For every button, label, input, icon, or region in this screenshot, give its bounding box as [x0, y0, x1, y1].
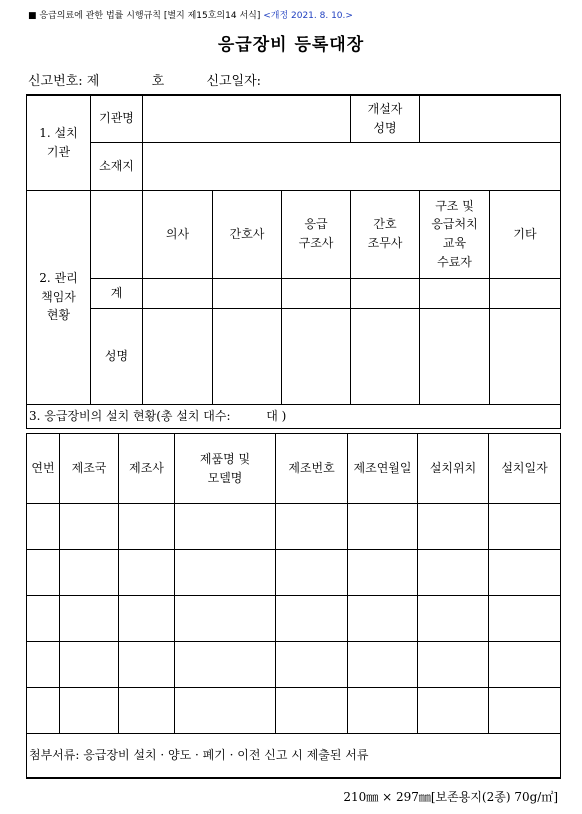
cell[interactable]	[276, 504, 348, 550]
count-nurse[interactable]	[213, 278, 282, 308]
cell[interactable]	[276, 688, 348, 734]
org-name-label: 기관명	[91, 95, 143, 142]
cell[interactable]	[27, 688, 60, 734]
count-doctor[interactable]	[143, 278, 213, 308]
section3-unit: 대 )	[266, 408, 287, 423]
col-doctor: 의사	[143, 190, 213, 278]
col-emt: 응급 구조사	[282, 190, 351, 278]
report-number-suffix: 호	[151, 74, 165, 89]
cell[interactable]	[418, 504, 489, 550]
cell[interactable]	[276, 550, 348, 596]
count-label: 계	[91, 278, 143, 308]
blank-corner	[91, 190, 143, 278]
table-row	[27, 596, 561, 642]
revision-date: <개정 2021. 8. 10.>	[263, 11, 353, 21]
law-ref-text: ■ 응급의료에 관한 법률 시행규칙 [별지 제15호의14 서식]	[28, 11, 261, 21]
cell[interactable]	[276, 642, 348, 688]
name-other[interactable]	[490, 308, 561, 404]
section3-label: 3. 응급장비의 설치 현황(총 설치 대수:	[29, 408, 231, 423]
cell[interactable]	[119, 504, 175, 550]
registry-table-top	[26, 94, 561, 429]
cell[interactable]	[175, 642, 276, 688]
law-reference	[28, 8, 353, 21]
col-country: 제조국	[60, 434, 119, 504]
cell[interactable]	[60, 596, 119, 642]
cell[interactable]	[175, 504, 276, 550]
cell[interactable]	[119, 550, 175, 596]
founder-name-field[interactable]	[420, 95, 561, 142]
cell[interactable]	[119, 642, 175, 688]
section3-heading	[27, 404, 561, 428]
col-install-date: 설치일자	[489, 434, 561, 504]
founder-name-label: 개설자 성명	[351, 95, 420, 142]
name-emt[interactable]	[282, 308, 351, 404]
cell[interactable]	[60, 642, 119, 688]
equipment-table	[26, 433, 561, 779]
cell[interactable]	[27, 550, 60, 596]
page-title: 응급장비 등록대장	[217, 35, 365, 55]
table-row	[27, 550, 561, 596]
table-row	[27, 642, 561, 688]
col-mfg-date: 제조연월일	[348, 434, 418, 504]
name-first-aid[interactable]	[420, 308, 490, 404]
address-field[interactable]	[143, 142, 561, 190]
cell[interactable]	[489, 504, 561, 550]
cell[interactable]	[418, 688, 489, 734]
count-nurse-aide[interactable]	[351, 278, 420, 308]
count-other[interactable]	[490, 278, 561, 308]
cell[interactable]	[60, 550, 119, 596]
cell[interactable]	[175, 550, 276, 596]
cell[interactable]	[60, 688, 119, 734]
name-nurse-aide[interactable]	[351, 308, 420, 404]
cell[interactable]	[418, 596, 489, 642]
name-nurse[interactable]	[213, 308, 282, 404]
name-doctor[interactable]	[143, 308, 213, 404]
paper-spec: 210㎜ × 297㎜[보존용지(2종) 70g/㎡]	[343, 790, 558, 804]
section2-label: 2. 관리 책임자 현황	[27, 190, 91, 404]
col-serial: 제조번호	[276, 434, 348, 504]
cell[interactable]	[175, 596, 276, 642]
org-name-field[interactable]	[143, 95, 351, 142]
report-info	[28, 70, 261, 89]
attachments-note: 첨부서류: 응급장비 설치 · 양도 · 폐기 · 이전 신고 시 제출된 서류	[27, 734, 561, 778]
report-number-label: 신고번호: 제	[28, 74, 100, 89]
address-label: 소재지	[91, 142, 143, 190]
cell[interactable]	[489, 550, 561, 596]
cell[interactable]	[60, 504, 119, 550]
cell[interactable]	[27, 596, 60, 642]
cell[interactable]	[418, 642, 489, 688]
cell[interactable]	[27, 642, 60, 688]
cell[interactable]	[119, 688, 175, 734]
cell[interactable]	[119, 596, 175, 642]
cell[interactable]	[27, 504, 60, 550]
section1-label: 1. 설치 기관	[27, 95, 91, 190]
cell[interactable]	[418, 550, 489, 596]
col-location: 설치위치	[418, 434, 489, 504]
col-manufacturer: 제조사	[119, 434, 175, 504]
count-first-aid[interactable]	[420, 278, 490, 308]
cell[interactable]	[489, 688, 561, 734]
report-date-label: 신고일자:	[206, 74, 262, 89]
col-first-aid-trained: 구조 및 응급처치 교육 수료자	[420, 190, 490, 278]
cell[interactable]	[348, 550, 418, 596]
col-nurse: 간호사	[213, 190, 282, 278]
table-row	[27, 504, 561, 550]
table-row	[27, 688, 561, 734]
name-label: 성명	[91, 308, 143, 404]
col-product-model: 제품명 및 모델명	[175, 434, 276, 504]
cell[interactable]	[348, 688, 418, 734]
cell[interactable]	[489, 596, 561, 642]
col-nurse-aide: 간호 조무사	[351, 190, 420, 278]
cell[interactable]	[348, 642, 418, 688]
cell[interactable]	[348, 596, 418, 642]
cell[interactable]	[489, 642, 561, 688]
count-emt[interactable]	[282, 278, 351, 308]
cell[interactable]	[175, 688, 276, 734]
cell[interactable]	[348, 504, 418, 550]
col-seq: 연번	[27, 434, 60, 504]
col-other: 기타	[490, 190, 561, 278]
cell[interactable]	[276, 596, 348, 642]
